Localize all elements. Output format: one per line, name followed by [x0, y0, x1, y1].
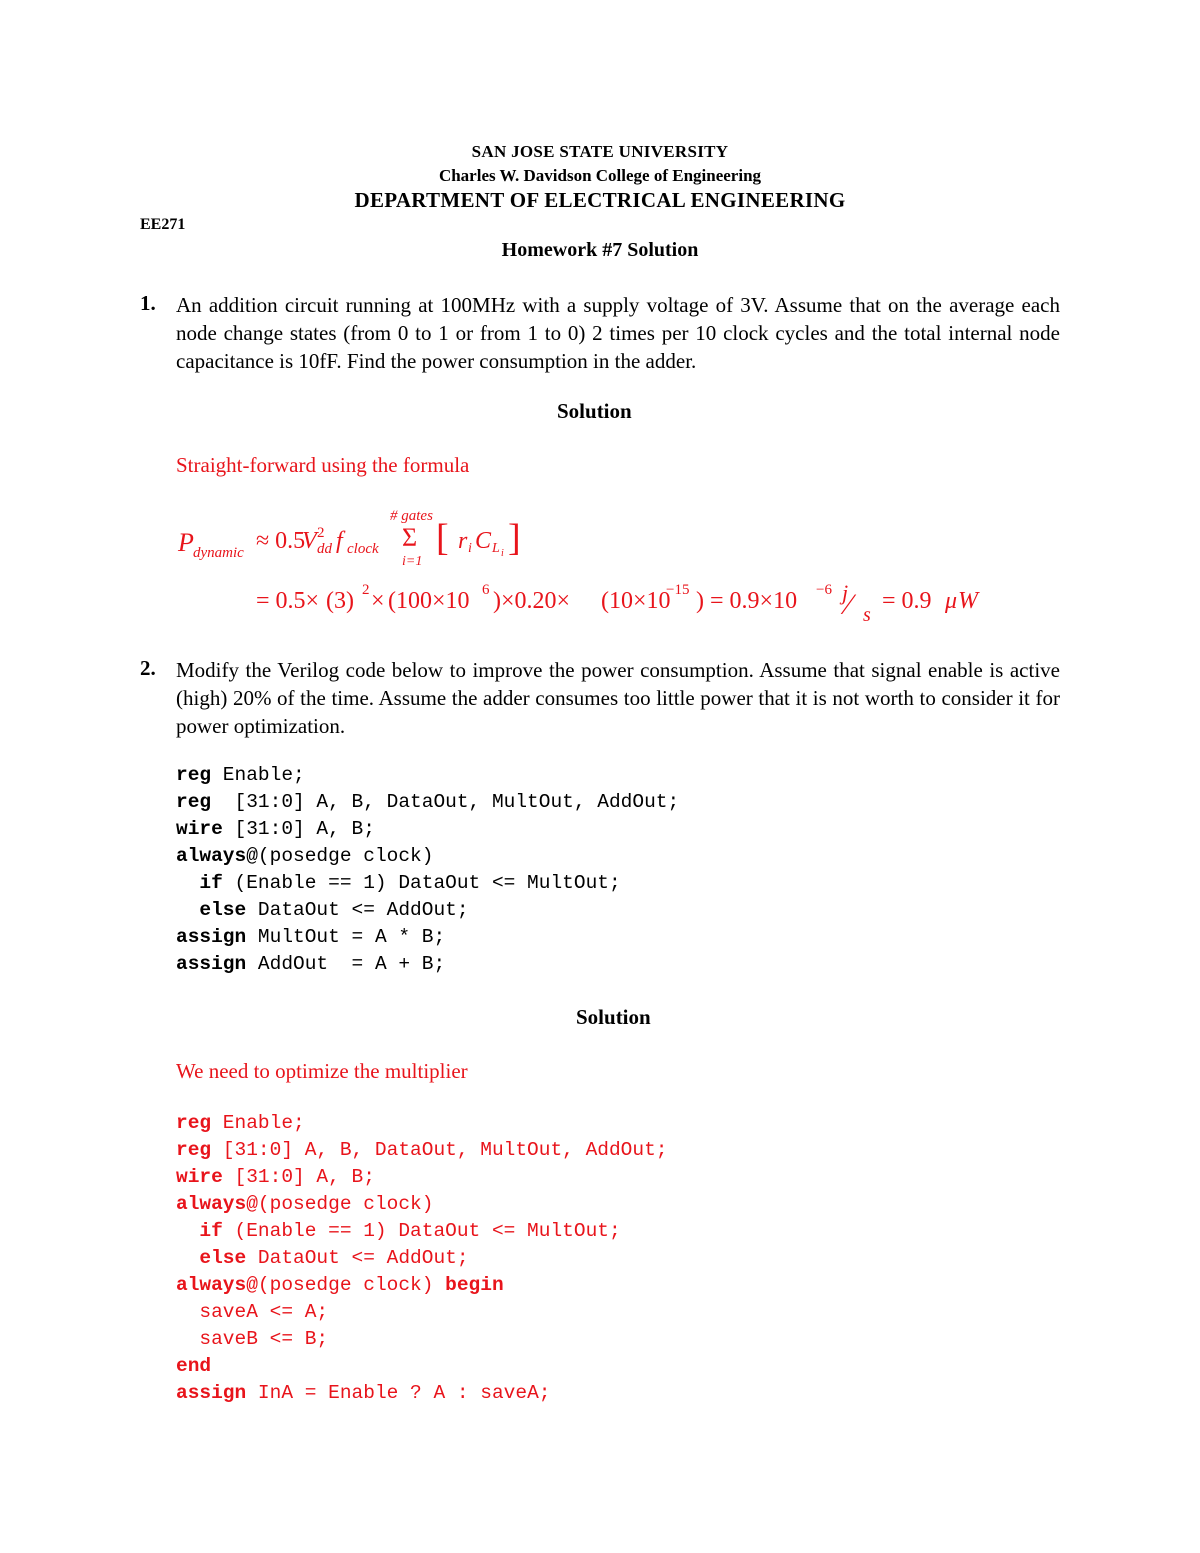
code-line	[176, 1326, 667, 1353]
formula-line2-c: ×	[371, 588, 385, 614]
formula-line2-h: = 0.9	[882, 588, 932, 614]
code-text: DataOut <= AddOut;	[246, 899, 469, 921]
formula-line2-b-sup: 2	[362, 582, 370, 598]
code-text: @(posedge clock)	[246, 845, 434, 867]
formula-c-sub: L	[492, 541, 500, 556]
formula-line2-d-sup: 6	[482, 582, 490, 598]
code-keyword: assign	[176, 1382, 247, 1404]
formula-w: W	[958, 588, 978, 614]
solution-1-heading: Solution	[557, 399, 632, 423]
formula-r: r	[458, 528, 468, 554]
power-formula	[176, 508, 976, 638]
formula-bracket-open: [	[436, 517, 449, 559]
code-keyword: if	[199, 872, 223, 894]
code-line	[176, 1191, 667, 1218]
formula-f-sub: clock	[347, 541, 379, 557]
solution-1-note: Straight-forward using the formula	[176, 453, 470, 477]
code-line	[176, 789, 679, 816]
formula-p-sub: dynamic	[193, 545, 244, 561]
code-text: @(posedge clock)	[246, 1193, 434, 1215]
question-2-number: 2.	[140, 656, 156, 680]
verilog-code-solution	[176, 1110, 667, 1407]
code-keyword: end	[176, 1355, 212, 1377]
code-keyword: wire	[176, 1166, 223, 1188]
code-line	[176, 1164, 667, 1191]
code-keyword: reg	[176, 791, 212, 813]
formula-v-sup: 2	[317, 525, 325, 541]
course-code: EE271	[140, 216, 186, 233]
formula-line2-b: (3)	[326, 588, 354, 614]
code-line	[176, 1299, 667, 1326]
code-line	[176, 843, 679, 870]
solution-2-heading: Solution	[576, 1005, 651, 1029]
code-text: [31:0] A, B, DataOut, MultOut, AddOut;	[211, 791, 680, 813]
formula-c-subsub: i	[501, 548, 504, 559]
code-text: saveA <= A;	[199, 1301, 329, 1323]
code-text: Enable;	[211, 1112, 305, 1134]
formula-sum-symbol: Σ	[402, 523, 418, 552]
code-keyword: begin	[445, 1274, 504, 1296]
code-line	[176, 1245, 667, 1272]
formula-p: P	[178, 528, 194, 557]
code-text: Enable;	[211, 764, 305, 786]
question-1-number: 1.	[140, 291, 156, 315]
solution-2-note: We need to optimize the multiplier	[176, 1059, 468, 1083]
code-text: DataOut <= AddOut;	[246, 1247, 469, 1269]
formula-bracket-close: ]	[508, 517, 521, 559]
code-text: [31:0] A, B, DataOut, MultOut, AddOut;	[211, 1139, 668, 1161]
formula-v: V	[302, 528, 317, 554]
formula-f: f	[336, 528, 343, 554]
code-line	[176, 951, 679, 978]
code-keyword: if	[199, 1220, 223, 1242]
code-line	[176, 924, 679, 951]
code-line	[176, 1380, 667, 1407]
code-text: MultOut = A * B;	[246, 926, 446, 948]
formula-line2-f-sup: −15	[666, 582, 690, 598]
code-keyword: reg	[176, 764, 212, 786]
code-line	[176, 1137, 667, 1164]
formula-mu: μ	[945, 588, 958, 614]
code-text: AddOut = A + B;	[246, 953, 446, 975]
formula-sum-bottom: i=1	[402, 554, 423, 569]
question-2-text: Modify the Verilog code below to improve the power consumption. Assume that signal enable is active (high) 20% of the time. Assume the adder consumes too little power that it is not worth to consider it for power optimization.	[176, 658, 1060, 738]
code-line	[176, 1272, 667, 1299]
code-text: saveB <= B;	[199, 1328, 329, 1350]
formula-frac-num: j	[842, 580, 849, 605]
university-name: SAN JOSE STATE UNIVERSITY	[471, 142, 729, 161]
college-name: Charles W. Davidson College of Engineering	[438, 166, 762, 185]
code-keyword: else	[199, 1247, 247, 1269]
formula-c: C	[475, 528, 492, 554]
code-line	[176, 870, 679, 897]
formula-v-sub: dd	[317, 541, 332, 557]
formula-line2-a: = 0.5×	[256, 588, 320, 614]
code-text: [31:0] A, B;	[222, 1166, 375, 1188]
code-text: @(posedge clock)	[246, 1274, 446, 1296]
code-line	[176, 1218, 667, 1245]
code-keyword: assign	[176, 926, 247, 948]
code-keyword: reg	[176, 1139, 212, 1161]
code-line	[176, 816, 679, 843]
homework-title: Homework #7 Solution	[501, 239, 699, 261]
code-text: (Enable == 1) DataOut <= MultOut;	[222, 872, 621, 894]
code-keyword: wire	[176, 818, 223, 840]
formula-approx: ≈ 0.5	[256, 528, 306, 554]
formula-sum-top: # gates	[390, 508, 433, 524]
code-text: (Enable == 1) DataOut <= MultOut;	[222, 1220, 621, 1242]
question-1-text: An addition circuit running at 100MHz with a supply voltage of 3V. Assume that on the average each node change states (from 0 to 1 or from 1 to 0) 2 times per 10 clock cycles and the total internal node capacitance is 10fF. Find the power consumption in the adder.	[176, 293, 1060, 373]
code-keyword: reg	[176, 1112, 212, 1134]
verilog-code-original	[176, 762, 679, 978]
formula-line2-g: ) = 0.9×10	[696, 588, 798, 614]
code-keyword: else	[199, 899, 247, 921]
code-text: InA = Enable ? A : saveA;	[246, 1382, 551, 1404]
code-keyword: always	[176, 845, 247, 867]
formula-frac-slash: ⁄	[846, 588, 852, 621]
formula-frac-den: s	[863, 604, 871, 626]
code-line	[176, 1353, 667, 1380]
formula-r-sub: i	[468, 541, 472, 556]
formula-line2-f: (10×10	[601, 588, 671, 614]
code-keyword: always	[176, 1274, 247, 1296]
formula-line2-d: (100×10	[388, 588, 470, 614]
code-line	[176, 1110, 667, 1137]
formula-line2-e: )×0.20×	[493, 588, 571, 614]
code-keyword: assign	[176, 953, 247, 975]
department-name: DEPARTMENT OF ELECTRICAL ENGINEERING	[354, 188, 846, 212]
code-text: [31:0] A, B;	[222, 818, 375, 840]
formula-line2-g-sup: −6	[816, 582, 832, 598]
code-keyword: always	[176, 1193, 247, 1215]
code-line	[176, 762, 679, 789]
code-line	[176, 897, 679, 924]
